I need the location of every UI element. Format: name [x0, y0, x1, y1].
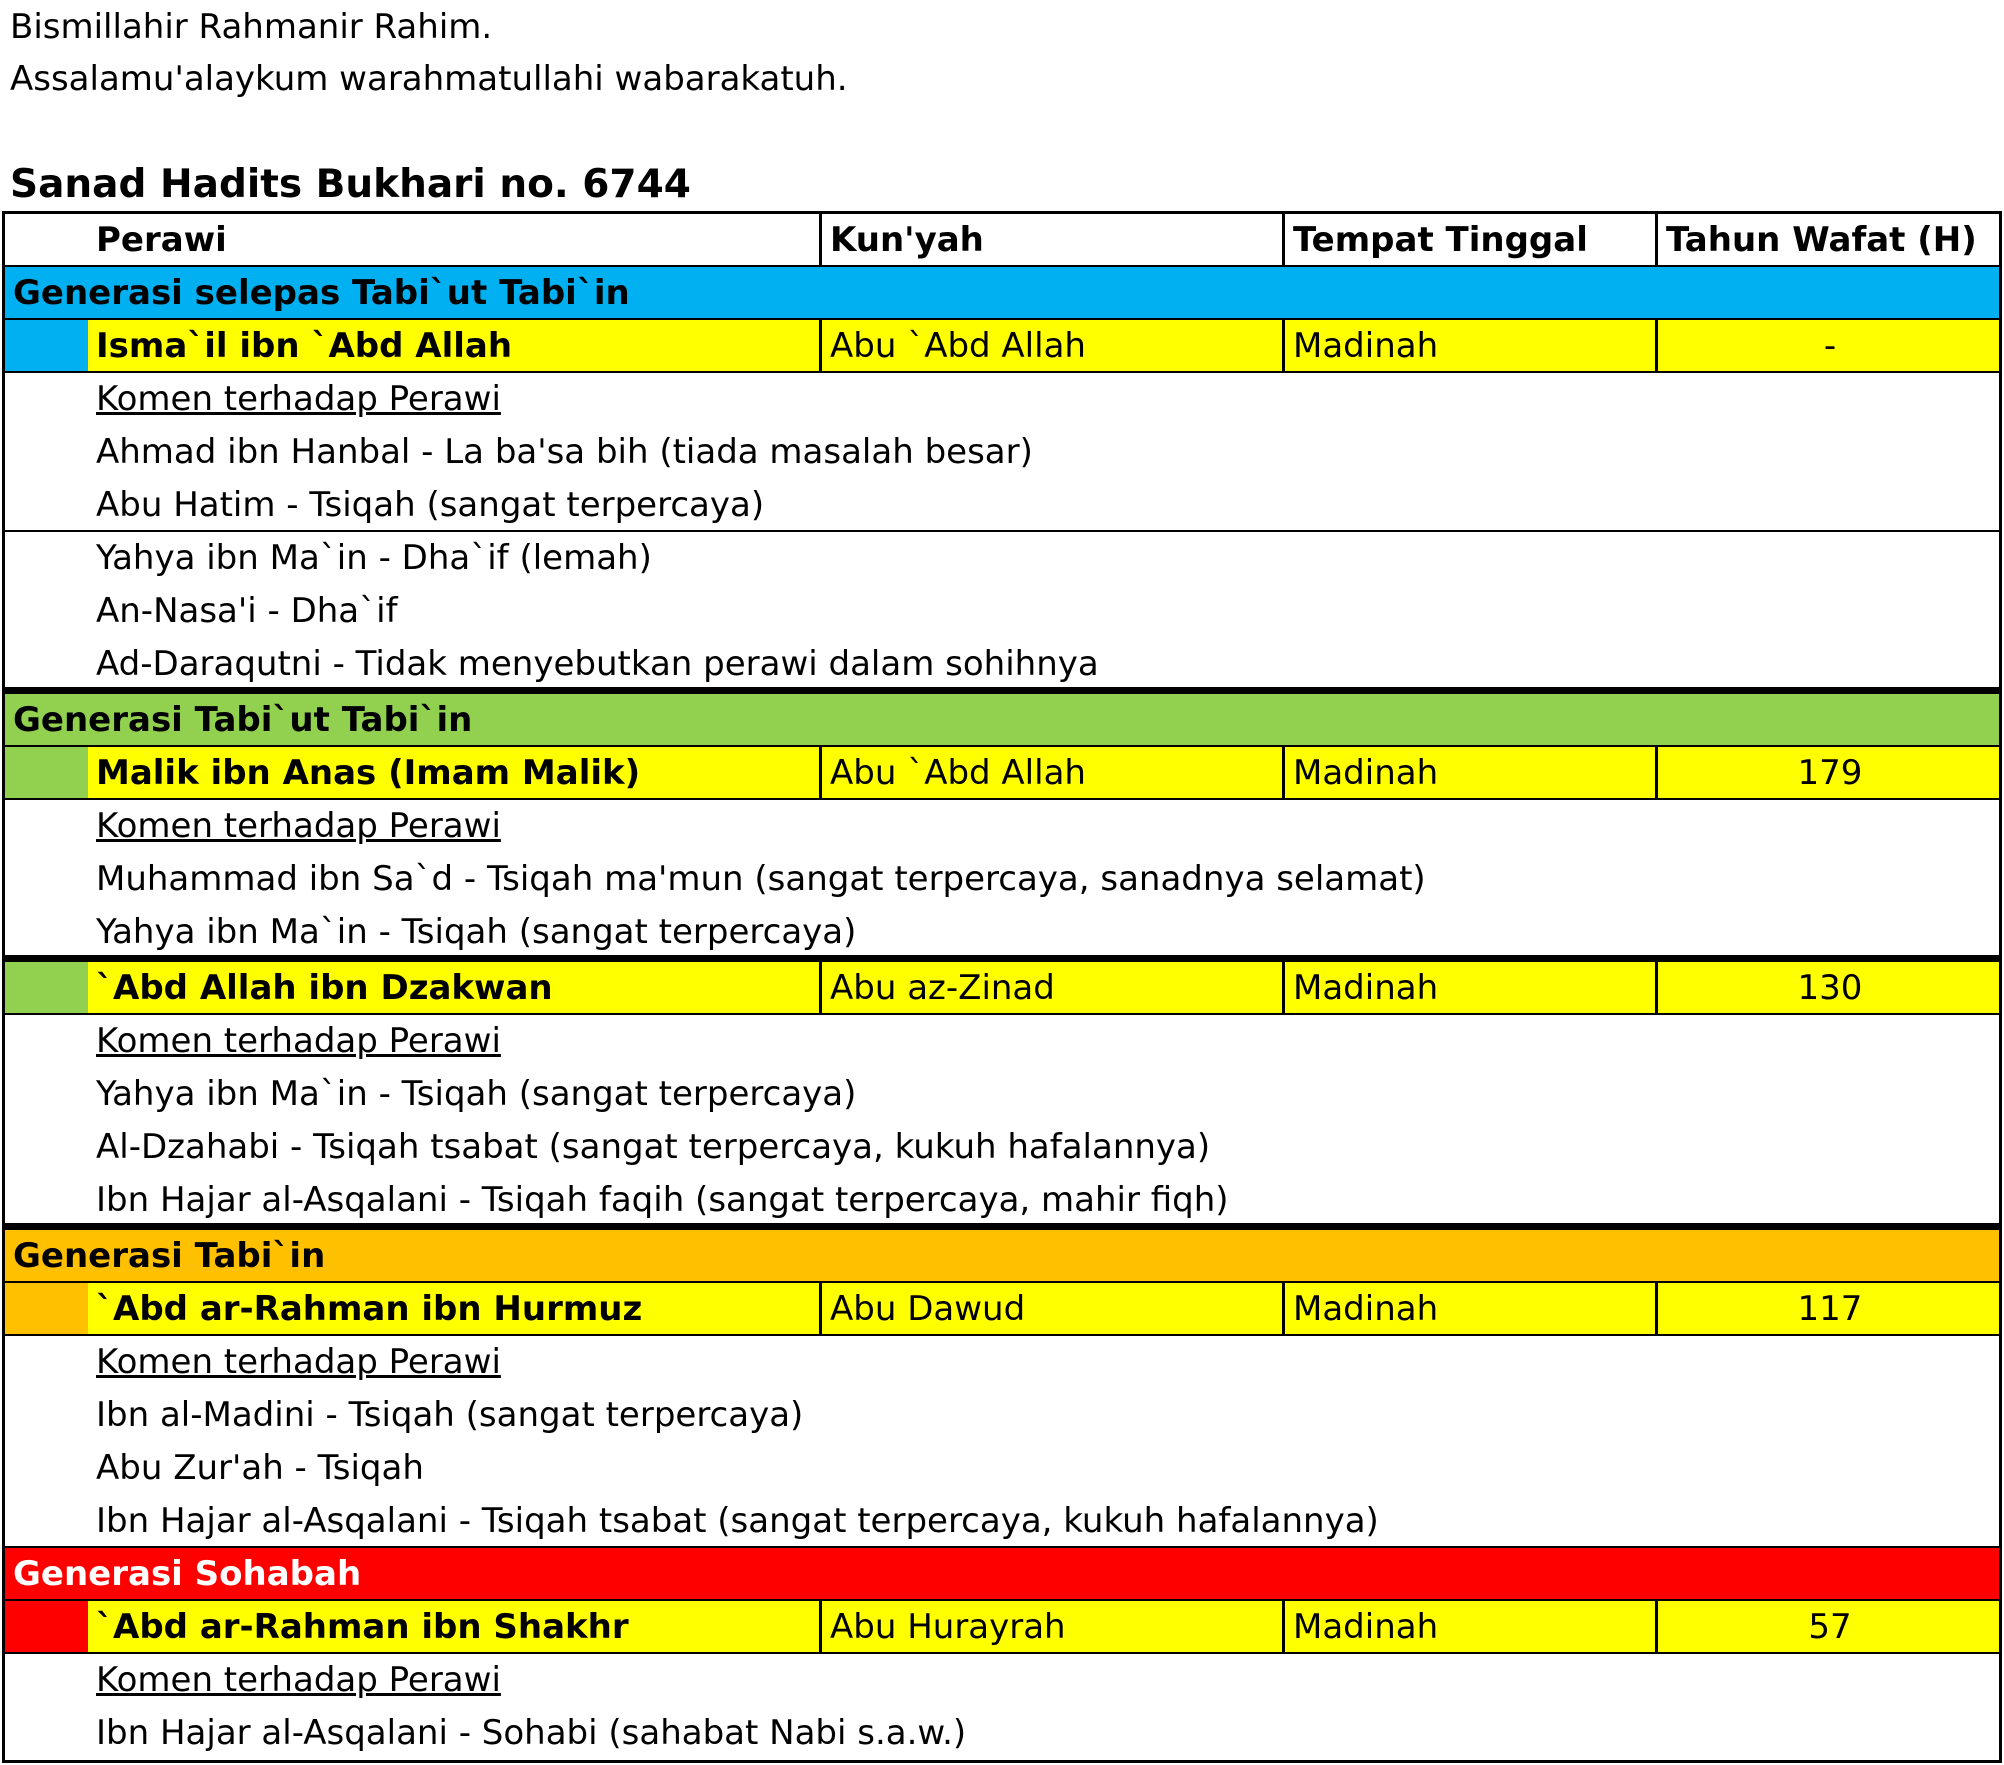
generation-color-marker	[5, 320, 88, 371]
comment-line: Ibn Hajar al-Asqalani - Sohabi (sahabat Nabi s.a.w.)	[96, 1713, 967, 1753]
narrator-name: `Abd ar-Rahman ibn Hurmuz	[96, 1289, 643, 1329]
comment-line: Yahya ibn Ma`in - Tsiqah (sangat terpercaya)	[96, 1074, 857, 1114]
generation-row: Generasi selepas Tabi`ut Tabi`in	[5, 267, 1999, 320]
comment-line: Muhammad ibn Sa`d - Tsiqah ma'mun (sangat terpercaya, sanadnya selamat)	[96, 859, 1426, 899]
comment-line: An-Nasa'i - Dha`if	[96, 591, 398, 631]
sanad-table	[2, 211, 2002, 1763]
narrator-tempat: Madinah	[1282, 1283, 1655, 1334]
comment-line: Ahmad ibn Hanbal - La ba'sa bih (tiada masalah besar)	[96, 432, 1033, 472]
table-header-row	[5, 214, 1999, 267]
narrator-tempat: Madinah	[1282, 962, 1655, 1013]
narrator-wafat: 57	[1655, 1601, 2002, 1652]
generation-color-marker	[5, 1283, 88, 1334]
narrator-kunyah: Abu Hurayrah	[819, 1601, 1282, 1652]
generation-color-marker	[5, 747, 88, 798]
header-perawi: Perawi	[96, 220, 227, 260]
narrator-row	[5, 747, 1999, 800]
narrator-name: Isma`il ibn `Abd Allah	[96, 326, 513, 366]
generation-color-marker	[5, 1601, 88, 1652]
narrator-name: Malik ibn Anas (Imam Malik)	[96, 753, 641, 793]
narrator-kunyah: Abu az-Zinad	[819, 962, 1282, 1013]
header-tempat-tinggal: Tempat Tinggal	[1282, 214, 1655, 265]
narrator-kunyah: Abu `Abd Allah	[819, 320, 1282, 371]
narrator-kunyah: Abu `Abd Allah	[819, 747, 1282, 798]
comment-heading: Komen terhadap Perawi	[96, 1021, 501, 1061]
header-tahun-wafat: Tahun Wafat (H)	[1655, 214, 2002, 265]
page-title: Sanad Hadits Bukhari no. 6744	[10, 162, 691, 207]
comment-line: Al-Dzahabi - Tsiqah tsabat (sangat terpercaya, kukuh hafalannya)	[96, 1127, 1211, 1167]
generation-color-marker	[5, 962, 88, 1013]
comment-line: Ibn al-Madini - Tsiqah (sangat terpercaya)	[96, 1395, 804, 1435]
comment-line: Yahya ibn Ma`in - Dha`if (lemah)	[96, 538, 652, 578]
generation-row: Generasi Tabi`ut Tabi`in	[5, 694, 1999, 747]
narrator-row	[5, 1601, 1999, 1654]
generation-row: Generasi Sohabah	[5, 1548, 1999, 1601]
narrator-wafat: 130	[1655, 962, 2002, 1013]
narrator-tempat: Madinah	[1282, 1601, 1655, 1652]
narrator-row	[5, 962, 1999, 1015]
generation-row: Generasi Tabi`in	[5, 1230, 1999, 1283]
comment-line: Abu Zur'ah - Tsiqah	[96, 1448, 424, 1488]
narrator-row	[5, 320, 1999, 373]
header-spacer	[5, 214, 88, 265]
narrator-name: `Abd Allah ibn Dzakwan	[96, 968, 553, 1008]
comment-heading: Komen terhadap Perawi	[96, 1660, 501, 1700]
narrator-row	[5, 1283, 1999, 1336]
comment-heading: Komen terhadap Perawi	[96, 1342, 501, 1382]
narrator-kunyah: Abu Dawud	[819, 1283, 1282, 1334]
greeting-basmala: Bismillahir Rahmanir Rahim.	[10, 7, 493, 47]
narrator-wafat: -	[1655, 320, 2002, 371]
narrator-tempat: Madinah	[1282, 320, 1655, 371]
greeting-salam: Assalamu'alaykum warahmatullahi wabarakatuh.	[10, 59, 848, 99]
comment-line: Ibn Hajar al-Asqalani - Tsiqah faqih (sangat terpercaya, mahir fiqh)	[5, 1174, 1999, 1230]
header-kunyah: Kun'yah	[819, 214, 1282, 265]
comment-line: Abu Hatim - Tsiqah (sangat terpercaya)	[5, 479, 1999, 532]
narrator-wafat: 117	[1655, 1283, 2002, 1334]
narrator-name: `Abd ar-Rahman ibn Shakhr	[96, 1607, 629, 1647]
narrator-wafat: 179	[1655, 747, 2002, 798]
comment-heading: Komen terhadap Perawi	[96, 379, 501, 419]
comment-line: Yahya ibn Ma`in - Tsiqah (sangat terpercaya)	[5, 906, 1999, 962]
comment-heading: Komen terhadap Perawi	[96, 806, 501, 846]
comment-line: Ad-Daraqutni - Tidak menyebutkan perawi dalam sohihnya	[5, 638, 1999, 694]
comment-line: Ibn Hajar al-Asqalani - Tsiqah tsabat (sangat terpercaya, kukuh hafalannya)	[5, 1495, 1999, 1548]
narrator-tempat: Madinah	[1282, 747, 1655, 798]
